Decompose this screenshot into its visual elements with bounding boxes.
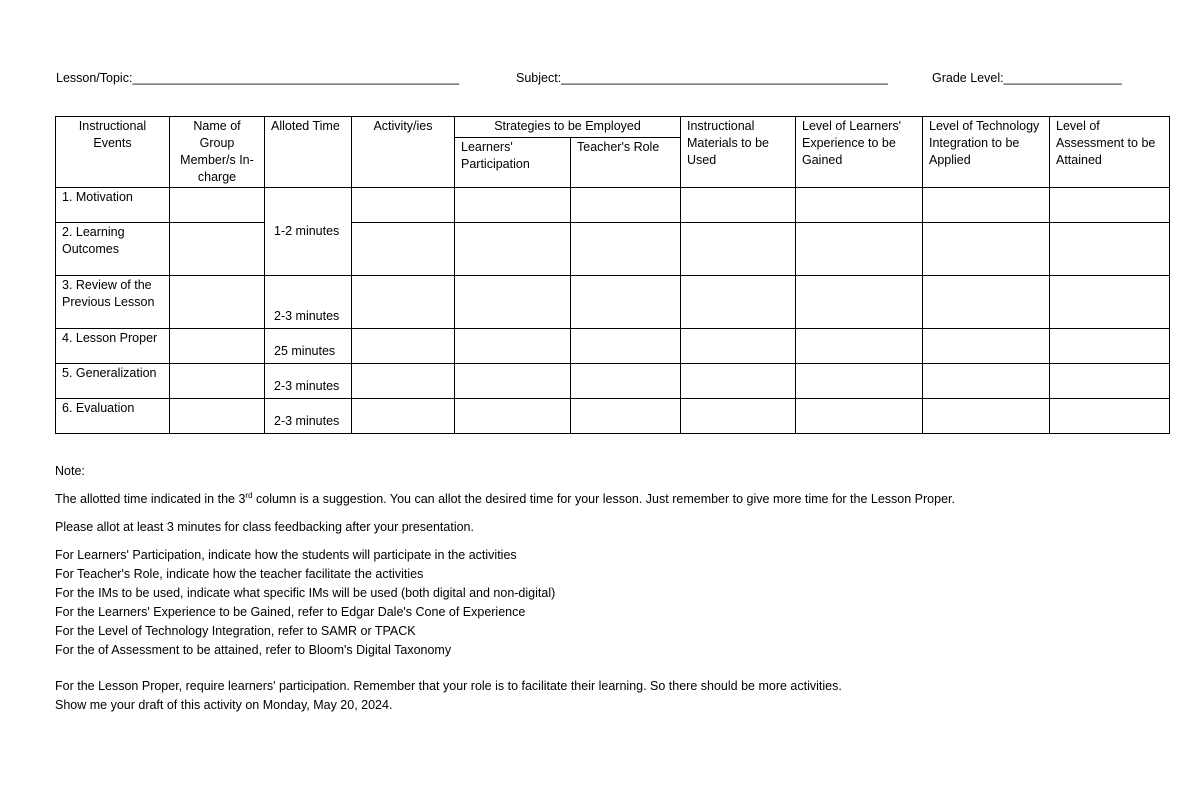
header-alloted-time: Alloted Time (265, 117, 352, 188)
notes-title: Note: (55, 464, 85, 478)
header-technology-integration: Level of Technology Integration to be Applied (923, 117, 1050, 188)
subject-blank[interactable]: _______________________________________________ (561, 71, 888, 85)
group-cell[interactable] (170, 364, 265, 399)
experience-cell[interactable] (796, 364, 923, 399)
table-header-row (56, 117, 1170, 138)
event-cell: 3. Review of the Previous Lesson (56, 276, 170, 329)
teacher-role-cell[interactable] (571, 329, 681, 364)
materials-cell[interactable] (681, 329, 796, 364)
activity-cell[interactable] (352, 399, 455, 434)
lesson-topic-blank[interactable]: _______________________________________________ (132, 71, 460, 85)
group-cell[interactable] (170, 276, 265, 329)
teacher-role-cell[interactable] (571, 276, 681, 329)
activity-cell[interactable] (352, 364, 455, 399)
header-group-member: Name of Group Member/s In-charge (170, 117, 265, 188)
instruction-line: For Teacher's Role, indicate how the teacher facilitate the activities (55, 567, 424, 581)
instruction-line: For the IMs to be used, indicate what specific IMs will be used (both digital and non-digital) (55, 586, 556, 600)
header-activity: Activity/ies (352, 117, 455, 188)
lesson-plan-table (55, 116, 1170, 434)
materials-cell[interactable] (681, 364, 796, 399)
time-note-sup: rd (245, 490, 253, 500)
participation-cell[interactable] (455, 223, 571, 276)
header-teachers-role: Teacher's Role (571, 138, 681, 188)
table-row (56, 364, 1170, 399)
event-cell: 1. Motivation (56, 188, 170, 223)
technology-cell[interactable] (923, 364, 1050, 399)
header-instructional-events: Instructional Events (56, 117, 170, 188)
assessment-cell[interactable] (1050, 399, 1170, 434)
subject-label: Subject: (516, 71, 562, 85)
subject-field[interactable] (516, 71, 888, 85)
header-learners-experience: Level of Learners' Experience to be Gained (796, 117, 923, 188)
participation-cell[interactable] (455, 329, 571, 364)
assessment-cell[interactable] (1050, 276, 1170, 329)
header-learners-participation: Learners' Participation (455, 138, 571, 188)
instruction-line: For the Learners' Experience to be Gained, refer to Edgar Dale's Cone of Experience (55, 605, 526, 619)
time-note-part1: The allotted time indicated in the 3 (55, 492, 246, 506)
assessment-cell[interactable] (1050, 188, 1170, 223)
event-cell: 6. Evaluation (56, 399, 170, 434)
teacher-role-cell[interactable] (571, 188, 681, 223)
table-row (56, 399, 1170, 434)
group-cell[interactable] (170, 188, 265, 223)
experience-cell[interactable] (796, 399, 923, 434)
materials-cell[interactable] (681, 399, 796, 434)
closing-line: For the Lesson Proper, require learners' participation. Remember that your role is to facilitate their learning. So there should be more activities. (55, 679, 842, 693)
technology-cell[interactable] (923, 276, 1050, 329)
technology-cell[interactable] (923, 223, 1050, 276)
time-note (55, 490, 1155, 509)
event-cell: 2. Learning Outcomes (56, 223, 170, 276)
assessment-cell[interactable] (1050, 364, 1170, 399)
instruction-line: For the Level of Technology Integration, refer to SAMR or TPACK (55, 624, 416, 638)
lesson-topic-field[interactable] (56, 71, 459, 85)
table-row (56, 223, 1170, 276)
grade-level-blank[interactable]: _________________ (1003, 71, 1122, 85)
closing-line: Show me your draft of this activity on Monday, May 20, 2024. (55, 698, 393, 712)
group-cell[interactable] (170, 329, 265, 364)
group-cell[interactable] (170, 399, 265, 434)
teacher-role-cell[interactable] (571, 223, 681, 276)
event-cell: 4. Lesson Proper (56, 329, 170, 364)
time-cell: 2-3 minutes (265, 276, 352, 329)
table-row (56, 188, 1170, 223)
activity-cell[interactable] (352, 188, 455, 223)
assessment-cell[interactable] (1050, 223, 1170, 276)
teacher-role-cell[interactable] (571, 364, 681, 399)
materials-cell[interactable] (681, 223, 796, 276)
instruction-line: For Learners' Participation, indicate how the students will participate in the activities (55, 548, 517, 562)
notes-section (55, 462, 1155, 715)
experience-cell[interactable] (796, 188, 923, 223)
lesson-topic-label: Lesson/Topic: (56, 71, 133, 85)
teacher-role-cell[interactable] (571, 399, 681, 434)
header-fields (56, 71, 1146, 89)
activity-cell[interactable] (352, 223, 455, 276)
activity-cell[interactable] (352, 276, 455, 329)
time-cell: 2-3 minutes (265, 364, 352, 399)
grade-level-label: Grade Level: (932, 71, 1004, 85)
instruction-line: For the of Assessment to be attained, refer to Bloom's Digital Taxonomy (55, 643, 452, 657)
time-cell: 25 minutes (265, 329, 352, 364)
grade-level-field[interactable] (932, 71, 1122, 85)
activity-cell[interactable] (352, 329, 455, 364)
participation-cell[interactable] (455, 399, 571, 434)
header-strategies: Strategies to be Employed (455, 117, 681, 138)
experience-cell[interactable] (796, 223, 923, 276)
technology-cell[interactable] (923, 399, 1050, 434)
participation-cell[interactable] (455, 364, 571, 399)
time-cell: 2-3 minutes (265, 399, 352, 434)
technology-cell[interactable] (923, 188, 1050, 223)
experience-cell[interactable] (796, 329, 923, 364)
materials-cell[interactable] (681, 188, 796, 223)
participation-cell[interactable] (455, 276, 571, 329)
time-cell: 1-2 minutes (265, 188, 352, 276)
assessment-cell[interactable] (1050, 329, 1170, 364)
table-row (56, 276, 1170, 329)
group-cell[interactable] (170, 223, 265, 276)
header-assessment: Level of Assessment to be Attained (1050, 117, 1170, 188)
event-cell: 5. Generalization (56, 364, 170, 399)
experience-cell[interactable] (796, 276, 923, 329)
table-row (56, 329, 1170, 364)
technology-cell[interactable] (923, 329, 1050, 364)
participation-cell[interactable] (455, 188, 571, 223)
materials-cell[interactable] (681, 276, 796, 329)
header-instructional-materials: Instructional Materials to be Used (681, 117, 796, 188)
feedback-note: Please allot at least 3 minutes for class feedbacking after your presentation. (55, 520, 474, 534)
time-note-part2: column is a suggestion. You can allot the desired time for your lesson. Just remember to give more time for the Lesson Proper. (252, 492, 955, 506)
